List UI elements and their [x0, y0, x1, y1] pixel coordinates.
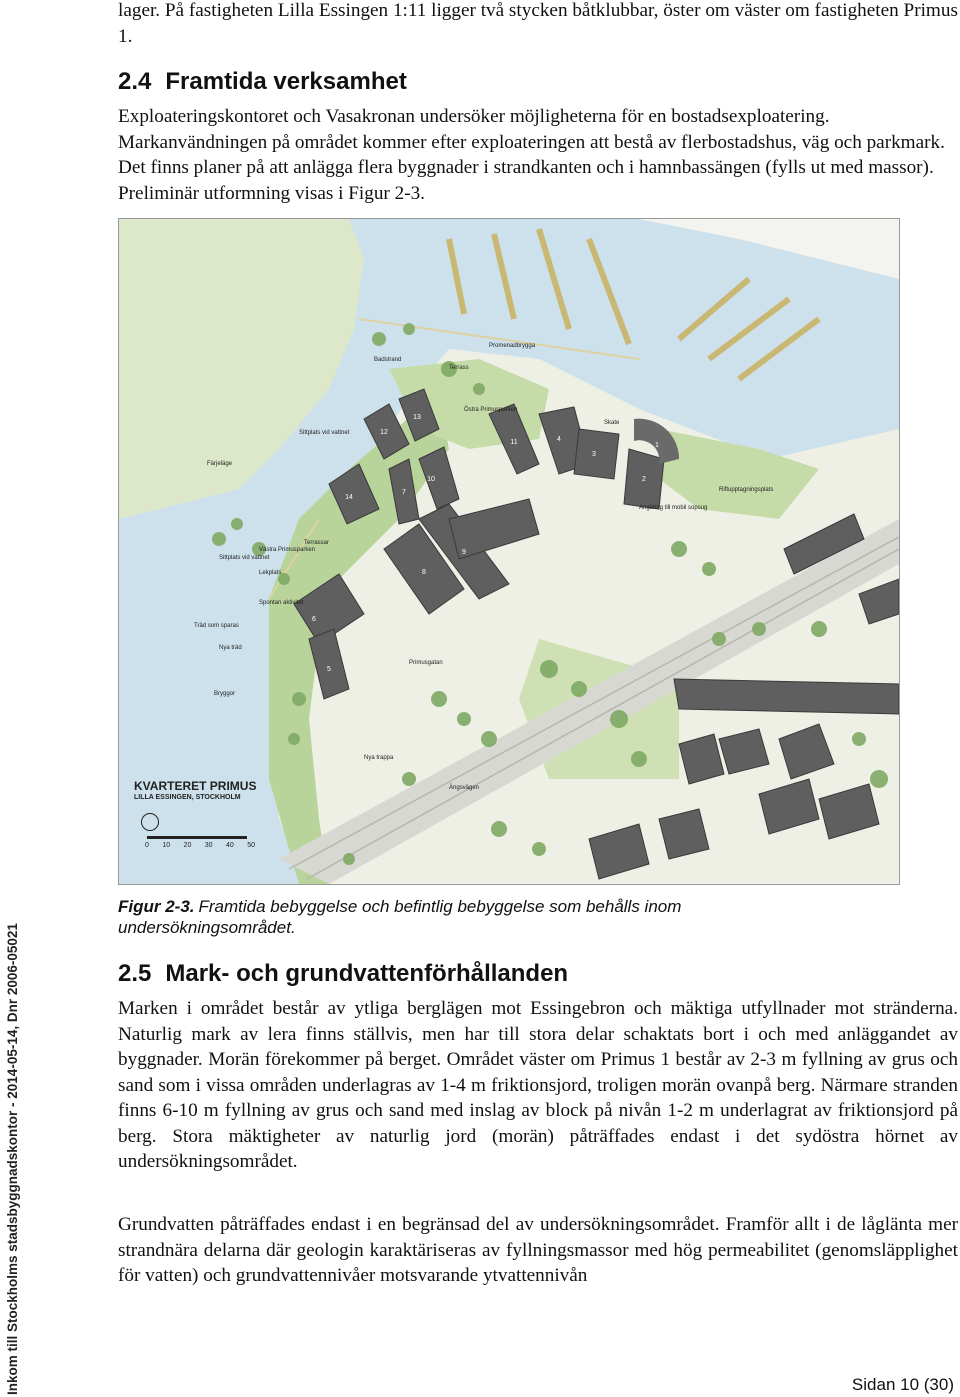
svg-text:Sittplats vid vattnet: Sittplats vid vattnet [299, 430, 350, 436]
section-number: 2.5 [118, 960, 152, 987]
section-2-5-paragraph-1: Marken i området består av ytliga berglägen mot Essingebron och mäktiga utfyllnader mot stränderna. Naturlig mark av lera finns ställvis, men har till stora delar schaktats bort i och med anläggandet av byggnader. Morän förekommer på berget. Området väster om Primus 1 består av 2-3 m fyllning av grus och sand som i vissa områden underlagras av 1-4 m friktionsjord, troligen morän ovanpå berg. Närmare stranden finns 6-10 m fyllning av grus och sand med inslag av block på nivån 1-2 m underlagrat av friktionsjord på berg. Stora mäktigheter av naturlig jord (morän) påträffades endast i det sydöstra hörnet av undersökningsområdet. [118, 998, 958, 1172]
svg-text:Primusgatan: Primusgatan [409, 660, 443, 666]
section-2-4-heading [118, 68, 407, 96]
site-plan-figure [118, 218, 900, 885]
scale-label: 0 [145, 842, 149, 849]
svg-text:4: 4 [557, 436, 561, 443]
svg-text:Nya trappa: Nya trappa [364, 755, 394, 761]
svg-text:Östra Primusparken: Östra Primusparken [464, 407, 518, 413]
map-subtitle: LILLA ESSINGEN, STOCKHOLM [134, 794, 241, 801]
svg-text:Angöring till mobil sopsug: Angöring till mobil sopsug [639, 505, 708, 511]
svg-text:7: 7 [402, 489, 406, 496]
scale-labels [145, 842, 255, 849]
svg-text:12: 12 [380, 429, 388, 436]
svg-text:10: 10 [427, 476, 435, 483]
page-number: Sidan 10 (30) [851, 1375, 954, 1394]
intro-text: lager. På fastigheten Lilla Essingen 1:11 ligger två stycken båtklubbar, öster om väster om fastigheten Primus 1. [118, 0, 958, 47]
section-number: 2.4 [118, 68, 152, 95]
svg-text:11: 11 [510, 439, 518, 446]
scale-label: 30 [204, 842, 213, 849]
svg-text:Träd som sparas: Träd som sparas [194, 623, 239, 629]
svg-text:3: 3 [592, 451, 596, 458]
svg-text:Badstrand: Badstrand [374, 357, 402, 363]
section-2-5-paragraph-2: Grundvatten påträffades endast i en begränsad del av undersökningsområdet. Framför allt i de låglänta mer strandnära delarna där geologin karaktäriseras av fyllningsmassor med hög permeabilitet (genomsläpplighet för vatten) och grundvattennivåer motsvarande ytvattennivån [118, 1214, 958, 1286]
svg-text:Promenadbrygga: Promenadbrygga [489, 343, 536, 349]
svg-text:8: 8 [422, 569, 426, 576]
svg-text:Västra Primusparken: Västra Primusparken [259, 547, 316, 553]
svg-text:Lekplats: Lekplats [259, 570, 282, 576]
svg-text:Nya träd: Nya träd [219, 645, 242, 651]
side-stamp: Inkom till Stockholms stadsbyggnadskontor - 2014-05-14, Dnr 2006-05021 [4, 923, 20, 1395]
scale-label: 50 [247, 842, 255, 849]
map-title: KVARTERET PRIMUS [134, 779, 257, 793]
scale-label: 20 [183, 842, 192, 849]
svg-text:Spontan aktivitet: Spontan aktivitet [259, 600, 304, 606]
section-2-5-heading [118, 960, 568, 988]
section-2-4-body: Exploateringskontoret och Vasakronan undersöker möjligheterna för en bostadsexploatering. Markanvändningen på området kommer efter exploateringen att bestå av flerbostadshus, väg och parkmark. Det finns planer på att anlägga flera byggnader i strandkanten och i hamnbassängen (fylls ut med massor). Preliminär utformning visas i Figur 2-3. [118, 106, 945, 204]
svg-text:14: 14 [345, 494, 353, 501]
caption-text: Framtida bebyggelse och befintlig bebyggelse som behålls inom undersökningsområdet. [118, 897, 682, 937]
north-arrow-icon [141, 813, 159, 831]
scale-bar [147, 836, 247, 839]
section-title: Framtida verksamhet [165, 68, 407, 95]
section-title: Mark- och grundvattenförhållanden [165, 960, 569, 987]
scale-label: 10 [162, 842, 171, 849]
map-title-block [134, 779, 256, 801]
svg-text:Färjeläge: Färjeläge [207, 461, 233, 467]
svg-text:Terrass: Terrass [449, 365, 469, 371]
svg-text:Skate: Skate [604, 420, 620, 426]
svg-text:Ängsvägen: Ängsvägen [449, 785, 480, 791]
svg-text:Riftupptagningsplats: Riftupptagningsplats [719, 487, 774, 493]
svg-text:13: 13 [413, 414, 421, 421]
svg-text:Sittplats vid vattnet: Sittplats vid vattnet [219, 555, 270, 561]
caption-label: Figur 2-3. [118, 897, 195, 916]
svg-text:1: 1 [655, 442, 659, 449]
figure-caption [118, 896, 818, 938]
svg-text:2: 2 [642, 476, 646, 483]
svg-text:Bryggor: Bryggor [214, 691, 236, 697]
svg-text:6: 6 [312, 616, 316, 623]
scale-label: 40 [225, 842, 234, 849]
svg-text:9: 9 [462, 549, 466, 556]
svg-text:5: 5 [327, 666, 331, 673]
svg-text:Terrassar: Terrassar [304, 540, 330, 546]
